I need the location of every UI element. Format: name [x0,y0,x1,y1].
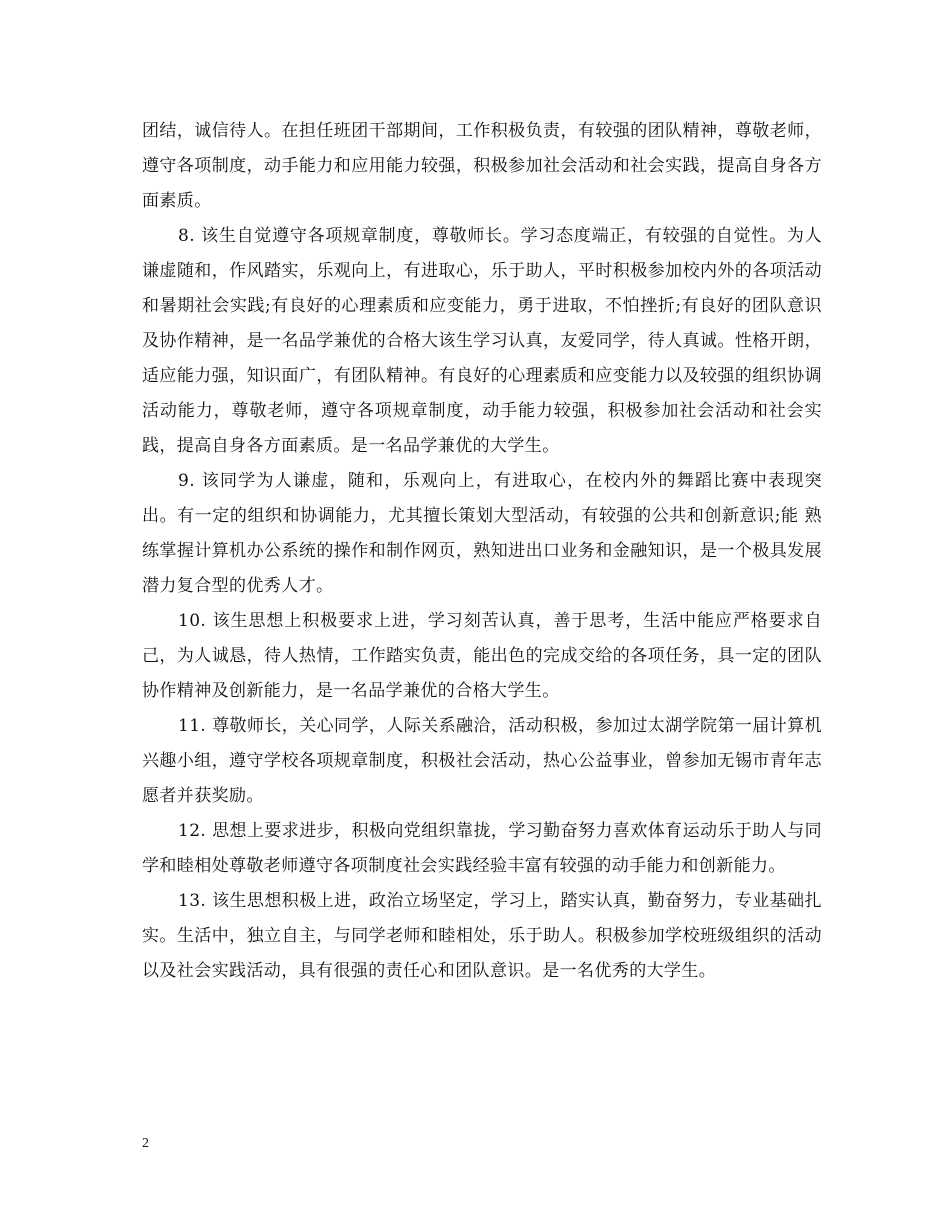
paragraph-continued: 团结，诚信待人。在担任班团干部期间，工作积极负责，有较强的团队精神，尊敬老师，遵守各项制度，动手能力和应用能力较强，积极参加社会活动和社会实践，提高自身各方面素质。 [142,121,822,211]
page-number: 2 [142,1136,149,1151]
paragraph-item-13: 13. 该生思想积极上进，政治立场坚定，学习上，踏实认真，勤奋努力，专业基础扎实。生活中，独立自主，与同学老师和睦相处，乐于助人。积极参加学校班级组织的活动以及社会实践活动，具有很强的责任心和团队意识。是一名优秀的大学生。 [142,891,822,981]
paragraph-item-9: 9. 该同学为人谦虚，随和，乐观向上，有进取心，在校内外的舞蹈比赛中表现突出。有一定的组织和协调能力，尤其擅长策划大型活动，有较强的公共和创新意识;能 熟练掌握计算机办公系统的操作和制作网页，熟知进出口业务和金融知识，是一个极具发展潜力复合型的优秀人才。 [142,471,822,596]
paragraph-item-12: 12. 思想上要求进步，积极向党组织靠拢，学习勤奋努力喜欢体育运动乐于助人与同学和睦相处尊敬老师遵守各项制度社会实践经验丰富有较强的动手能力和创新能力。 [142,821,822,876]
paragraph-item-8: 8. 该生自觉遵守各项规章制度，尊敬师长。学习态度端正，有较强的自觉性。为人谦虚随和，作风踏实，乐观向上，有进取心，乐于助人，平时积极参加校内外的各项活动和暑期社会实践;有良好的心理素质和应变能力，勇于进取，不怕挫折;有良好的团队意识及协作精神，是一名品学兼优的合格大该生学习认真，友爱同学，待人真诚。性格开朗，适应能力强，知识面广，有团队精神。有良好的心理素质和应变能力以及较强的组织协调活动能力，尊敬老师，遵守各项规章制度，动手能力较强，积极参加社会活动和社会实践，提高自身各方面素质。是一名品学兼优的大学生。 [142,226,822,456]
document-body [142,114,822,989]
paragraph-item-11: 11. 尊敬师长，关心同学，人际关系融洽，活动积极，参加过太湖学院第一届计算机兴趣小组，遵守学校各项规章制度，积极社会活动，热心公益事业，曾参加无锡市青年志愿者并获奖励。 [142,716,822,806]
paragraph-item-10: 10. 该生思想上积极要求上进，学习刻苦认真，善于思考，生活中能应严格要求自己，为人诚恳，待人热情，工作踏实负责，能出色的完成交给的各项任务，具一定的团队协作精神及创新能力，是一名品学兼优的合格大学生。 [142,611,822,701]
